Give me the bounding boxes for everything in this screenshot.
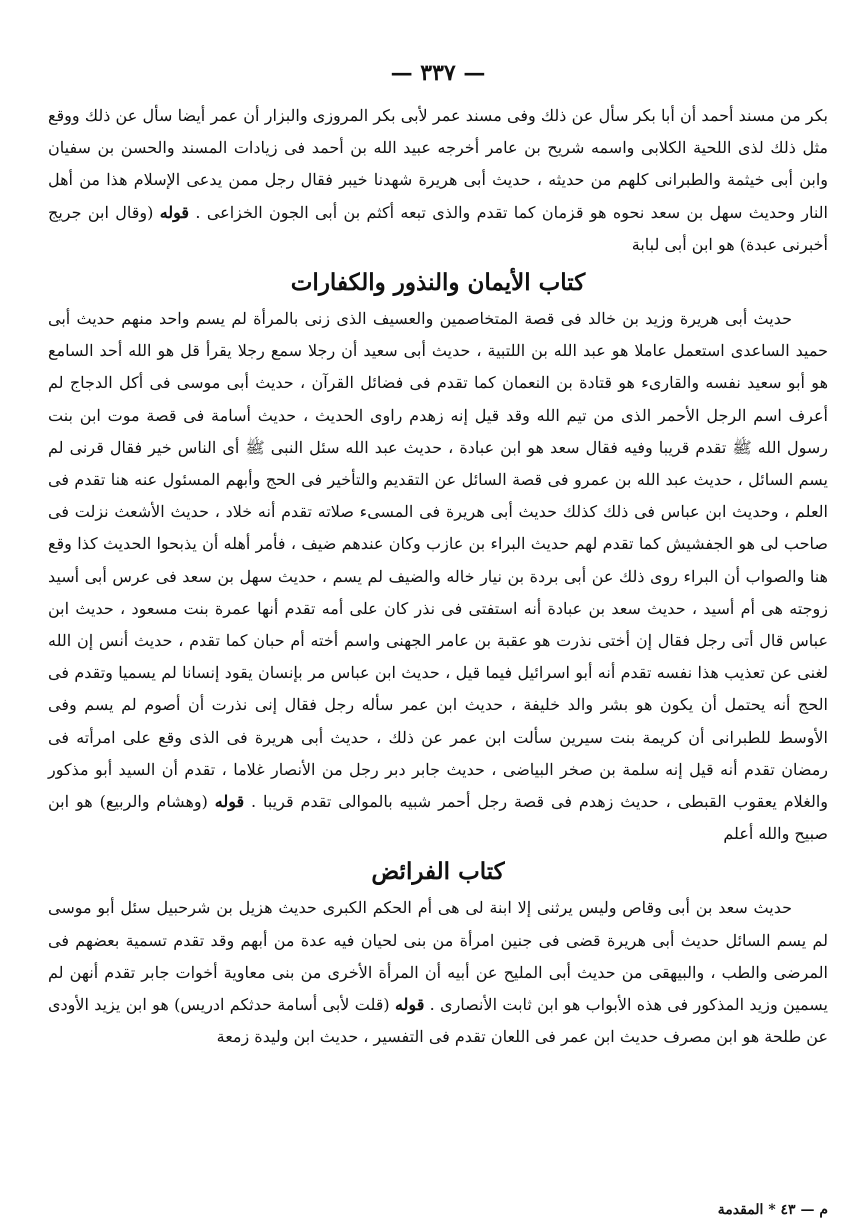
qawluhu-keyword: قوله	[214, 792, 245, 812]
section-title-oaths: كتاب الأيمان والنذور والكفارات	[290, 269, 586, 297]
inheritance-paragraph	[48, 892, 828, 1053]
opening-paragraph-text: بكر من مسند أحمد أن أبا بكر سأل عن ذلك وفى مسند عمر لأبى بكر المروزى والبزار أن عمر أيضا سأل عن ذلك ووقع مثل ذلك لذى اللحية الكلابى واسمه شريح بن عامر أخرجه عبيد الله بن أحمد فى زيادات المسند والحسن بن سفيان وابن أبى خيثمة والطبرانى كلهم من حديثه ، حديث أبى هريرة شهدنا خيبر فقال رجل ممن يدعى الإسلام هذا من أهل النار وحديث سهل بن سعد نحوه هو قزمان كما تقدم والذى تبعه أكثم بن أبى الجون الخزاعى .	[48, 106, 829, 222]
inheritance-paragraph-text: حديث سعد بن أبى وقاص وليس يرثنى إلا ابنة لى هى أم الحكم الكبرى حديث هزيل بن شرحبيل سئل أبو موسى لم يسم السائل حديث أبى هريرة قضى فى جنين امرأة من بنى لحيان فيه عدة من أبهم وقد تقدم تسمية بعضهم فى المرضى والطب ، والبيهقى من حديث أبى المليح عن أبيه أن المرأة الأخرى من بنى معاوية أخوات جابر تقدم أنهن لم يسمين وزيد المذكور فى هذه الأبواب هو ابن ثابت الأنصارى .	[48, 898, 829, 1015]
opening-paragraph-tail: (وقال ابن جريج أخبرنى عبدة) هو ابن أبى لبابة	[48, 202, 828, 254]
qawluhu-keyword: قوله	[159, 202, 190, 222]
page-number: — ٣٣٧ —	[390, 60, 486, 86]
oaths-paragraph	[48, 303, 828, 850]
inheritance-paragraph-tail: (قلت لأبى أسامة حدثكم ادريس) هو ابن يزيد الأودى عن طلحة هو ابن مصرف حديث ابن عمر فى اللعان تقدم فى التفسير ، حديث ابن وليدة زمعة	[48, 995, 828, 1047]
opening-paragraph	[48, 100, 828, 261]
oaths-paragraph-text: حديث أبى هريرة وزيد بن خالد فى قصة المتخاصمين والعسيف الذى زنى بالمرأة لم يسم واحد منهم حديث أبى حميد الساعدى استعمل عاملا هو عبد الله بن اللتبية ، حديث أبى سعيد أن رجلا سمع رجلا يقرأ قل هو الله أحد السامع هو أبو سعيد نفسه والقارىء هو قتادة بن النعمان كما تقدم فى فضائل القرآن ، حديث أبى موسى فى أكل الدجاج لم أعرف اسم الرجل الأحمر الذى من تيم الله وقد قيل إنه زهدم راوى الحديث ، حديث أسامة فى قصة موت ابن بنت رسول الله ﷺ تقدم قريبا وفيه فقال سعد هو ابن عبادة ، حديث عبد الله سئل النبى ﷺ أى الناس خير فقال قرنى لم يسم السائل ، حديث عبد الله بن عمرو فى قصة السائل عن التقديم والتأخير فى الحج وأبهم المسئول عنه هنا تقدم فى العلم ، وحديث ابن عباس فى ذلك كذلك حديث أبى هريرة فى المسىء صلاته تقدم أنه خلاد ، حديث الأشعث نزلت فى صاحب لى هو الجفشيش كما تقدم لهم حديث البراء بن عازب وكان عندهم ضيف ، فأمر أهله أن يذبحوا الحديث كذا وقع هنا والصواب أن البراء روى ذلك عن أبى بردة بن نيار خاله والضيف لم يسم ، حديث سهل بن سعد فى عرس أبى أسيد زوجته هى أم أسيد ، حديث سعد بن عبادة أنه استفتى فى نذر كان على أمه تقدم أنها عمرة بنت مسعود ، حديث ابن عباس قال أتى رجل فقال إن أختى نذرت هو عقبة بن عامر الجهنى واسم أخته أم حبان كما تقدم ، حديث أنس إن الله لغنى عن تعذيب هذا نفسه تقدم أنه أبو اسرائيل فيما قيل ، حديث ابن عباس مر بإنسان يقود إنسانا لم يسميا وتقدم فى الحج أنه يحتمل أن يكون هو بشر والد خليفة ، حديث ابن عمر سأله رجل فقال إنى نذرت أن أصوم لم يسم وفى الأوسط للطبرانى أن كريمة بنت سيرين سألت ابن عمر عن ذلك ، حديث أبى هريرة فى الذى وقع على امرأته فى رمضان تقدم أنه قيل إنه سلمة بن صخر البياضى ، حديث جابر دبر رجل من الأنصار غلاما ، تقدم أن السيد أبو مذكور والغلام يعقوب القبطى ، حديث زهدم فى قصة رجل أحمر شبيه بالموالى تقدم قريبا .	[48, 309, 828, 812]
qawluhu-keyword: قوله	[394, 995, 425, 1015]
page-signature: م — ٤٣ * المقدمة	[717, 1202, 828, 1218]
section-title-inheritance: كتاب الفرائض	[371, 858, 505, 886]
document-page	[48, 60, 828, 1220]
oaths-paragraph-tail: (وهشام والربيع) هو ابن صبيح والله أعلم	[48, 792, 828, 844]
